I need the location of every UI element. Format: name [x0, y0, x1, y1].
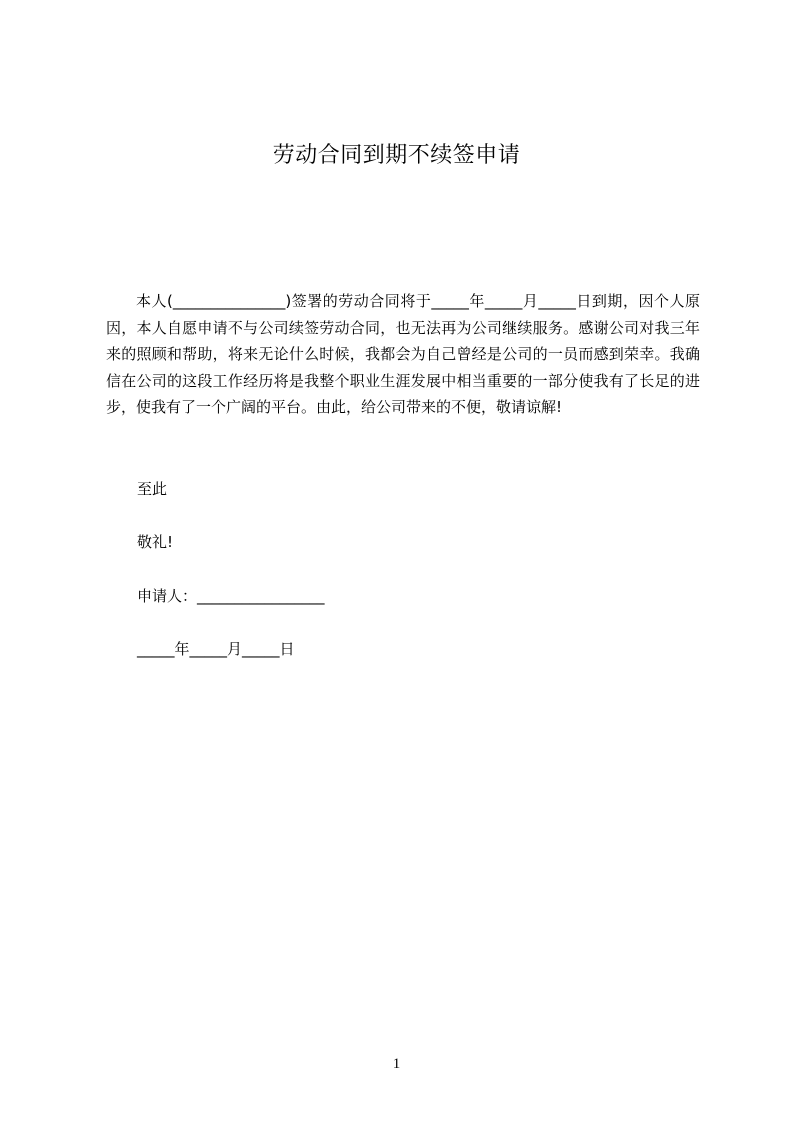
- date-line: _____年_____月_____日: [137, 640, 295, 658]
- salutation-text: 敬礼!: [137, 533, 174, 551]
- applicant-signature-line: 申请人：_________________: [137, 587, 325, 605]
- body-paragraph: 本人(_______________)签署的劳动合同将于_____年_____月_____日到期，因个人原因，本人自愿申请不与公司续签劳动合同，也无法再为公司继续服务。感谢公司对我三年来的照顾和帮助，将来无论什么时候，我都会为自己曾经是公司的一员而感到荣幸。我确信在公司的这段工作经历将是我整个职业生涯发展中相当重要的一部分使我有了长足的进步，使我有了一个广阔的平台。由此，给公司带来的不便，敬请谅解!: [106, 292, 700, 416]
- document-title: 劳动合同到期不续签申请: [272, 143, 521, 168]
- closing-text: 至此: [137, 480, 168, 498]
- page-number: 1: [392, 1056, 401, 1072]
